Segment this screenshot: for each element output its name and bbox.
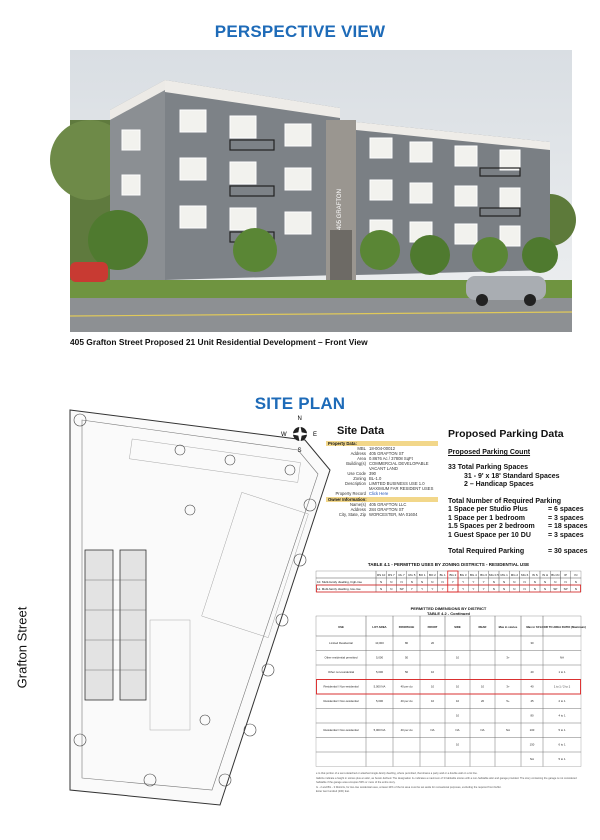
table-4-2-text: 10 bbox=[455, 655, 460, 660]
required-parking-row bbox=[448, 506, 598, 515]
property-value: LIMITED BUSINESS USE 1.0 MAXIMUM FAR RESIDENT USES bbox=[369, 481, 434, 491]
table-4-2-cell bbox=[316, 752, 366, 767]
table-4-2-header-text: REAR bbox=[478, 625, 487, 629]
table-4-1-text: BG 6 bbox=[480, 573, 488, 577]
table-4-2-cell bbox=[393, 709, 420, 724]
required-parking-value: = 6 spaces bbox=[548, 506, 584, 513]
property-value: 18-004-00012 bbox=[369, 446, 396, 451]
table-4-2-text: 5,000 bbox=[376, 699, 383, 703]
table-4-2-text: 10 bbox=[455, 684, 460, 689]
property-key: MBL bbox=[357, 446, 366, 451]
table-4-1-text: N bbox=[390, 587, 393, 591]
table-4-2-text: Residential / Non-residential bbox=[323, 699, 359, 703]
street-label-text: Grafton Street bbox=[14, 606, 30, 689]
table-4-1-text: Y bbox=[462, 587, 465, 591]
table-4-2-text: NA bbox=[506, 728, 510, 732]
property-row bbox=[326, 491, 438, 496]
parking-count-line: 31 - 9' x 18' Standard Spaces bbox=[464, 472, 560, 480]
table-4-1-text: Y bbox=[482, 580, 485, 584]
table-notes bbox=[316, 772, 581, 795]
table-4-1-text: N bbox=[492, 587, 495, 591]
owner-key: Name(s) bbox=[349, 502, 366, 507]
table-4-1-text: MG 6 bbox=[520, 573, 529, 577]
parking-title: Proposed Parking Data bbox=[448, 428, 564, 440]
table-4-2-text: 10 bbox=[455, 742, 460, 747]
table-4-1-text: N bbox=[380, 587, 383, 591]
table-4-2-cell bbox=[543, 636, 581, 651]
table-note: e to that portion of a semi-detached or attached single-family dwelling, where permitted, that shares a party wall or a double wall on a lot line. bbox=[316, 772, 478, 775]
property-key: Zoning bbox=[353, 476, 366, 481]
table-4-2-text: 10 bbox=[455, 699, 460, 703]
required-parking-header: Total Number of Required Parking bbox=[448, 497, 562, 505]
table-4-1-text: N bbox=[554, 580, 557, 584]
table-4-2-text: NA bbox=[430, 728, 435, 732]
table-4-2-header-text: Max in stories bbox=[498, 625, 518, 629]
table-4-1-text: Y bbox=[441, 587, 444, 591]
table-4-1-text: N bbox=[513, 587, 516, 591]
table-4-1-text: BU-IN bbox=[551, 573, 560, 577]
owner-key: City, State, Zip bbox=[338, 512, 366, 517]
total-required-row bbox=[448, 548, 598, 557]
owner-value: WORCESTER, MA 01604 bbox=[369, 512, 418, 517]
property-value: 405 GRAFTON ST bbox=[369, 451, 405, 456]
table-4-2-text: 1 to 1 bbox=[558, 670, 566, 674]
table-4-2-cell bbox=[495, 636, 521, 651]
compass-n: N bbox=[297, 416, 302, 422]
table-4-2-text: 50 bbox=[404, 670, 409, 674]
table-4-1-text: N bbox=[503, 580, 506, 584]
table-4-2-cell bbox=[470, 738, 495, 753]
required-parking-label: 1 Space per Studio Plus bbox=[448, 506, 528, 513]
table-4-2-cell bbox=[393, 752, 420, 767]
building-illustration bbox=[70, 50, 572, 332]
table-4-1-text: IN bbox=[574, 573, 578, 577]
table-4-1-text: BG 3 bbox=[459, 573, 467, 577]
table-4-1-text: BL 1 bbox=[439, 573, 446, 577]
perspective-view-heading: PERSPECTIVE VIEW bbox=[214, 22, 386, 41]
compass-w: W bbox=[281, 432, 287, 438]
table-4-1-text: MG 2 bbox=[510, 573, 519, 577]
table-4-2-text: 10 bbox=[430, 699, 435, 703]
table-4-2-text: Limited Residential bbox=[329, 641, 353, 645]
table-4-1-text: Y bbox=[451, 587, 454, 591]
site-plan-svg bbox=[60, 410, 340, 810]
table-4-1-text: N bbox=[441, 580, 444, 584]
owner-info-header: Owner Information: bbox=[326, 497, 438, 502]
table-4-1-text: N bbox=[410, 580, 413, 584]
table-4-2-text: Residential / Non-residential bbox=[323, 684, 359, 689]
table-4-2-header-text: USE bbox=[338, 625, 344, 629]
property-key: Building(s) bbox=[346, 461, 366, 466]
table-4-1-text: IN S bbox=[531, 573, 538, 577]
table-4-1-text: IP bbox=[564, 573, 568, 577]
table-4-2-cell bbox=[366, 752, 393, 767]
required-parking-value: = 3 spaces bbox=[548, 514, 584, 522]
table-4-2-text: 40 bbox=[530, 684, 534, 689]
table-4-2-header-text: Max in ft bbox=[526, 625, 538, 629]
table-4-1-text: Y bbox=[472, 587, 475, 591]
table-4-2-text: 80 bbox=[404, 641, 409, 645]
table-4-1-text: SP bbox=[399, 587, 404, 591]
table-4-1-text: N bbox=[574, 587, 577, 591]
table-4-2-text: 40 per du bbox=[400, 728, 413, 732]
property-value: COMMERCIAL DEVELOPABLE VACANT LAND bbox=[369, 461, 429, 471]
table-4-2 bbox=[316, 606, 586, 776]
total-required-value: = 30 spaces bbox=[548, 548, 588, 555]
required-parking-label: 1.5 Spaces per 2 bedroom bbox=[448, 523, 535, 530]
table-4-2-text: 5,000 bbox=[376, 655, 383, 660]
table-4-2-text: 30 bbox=[530, 641, 534, 645]
table-4-2-text: 40 per du bbox=[400, 684, 413, 689]
table-4-2-text: 150 bbox=[529, 742, 535, 747]
table-4-2-cell bbox=[521, 651, 543, 666]
table-note: Italicize indicate a height in stories plus an attic, as herein defined. The designation 3+ indicates a maximum of 3 habitable stories with a non-habitable attic and garage provided. The story containing the garage is not considered habitable if the garage area occupies 50% or more of the entire story. bbox=[316, 776, 577, 784]
north-arrow bbox=[280, 412, 320, 452]
required-parking-row bbox=[448, 523, 598, 532]
table-4-2-text: 5+ bbox=[506, 699, 510, 703]
property-row bbox=[326, 461, 438, 471]
table-4-2-cell bbox=[366, 709, 393, 724]
table-4-1-text: Y bbox=[482, 587, 485, 591]
table-4-1-text: N bbox=[513, 580, 516, 584]
site-plan-drawing bbox=[60, 410, 340, 810]
required-parking-value: = 3 spaces bbox=[548, 531, 584, 539]
table-4-2-text: 6 to 1 bbox=[558, 742, 566, 747]
table-4-1-text: N bbox=[431, 580, 434, 584]
table-4-1-text: Y bbox=[421, 587, 424, 591]
table-4-2-cell bbox=[445, 636, 470, 651]
table-4-2-text: 5,000 NA bbox=[373, 728, 386, 732]
table-4-2-text: 5 to 1 bbox=[558, 728, 566, 732]
rendering-caption: 405 Grafton Street Proposed 21 Unit Residential Development – Front View bbox=[70, 337, 368, 347]
table-4-2-cell bbox=[495, 738, 521, 753]
table-4-1-text: BO 1 bbox=[418, 573, 426, 577]
table-4-2-cell bbox=[470, 636, 495, 651]
table-4-2-text: 45 bbox=[530, 699, 534, 703]
table-4-1-text: Y bbox=[462, 580, 465, 584]
table-4-1-text: Y bbox=[431, 587, 434, 591]
property-data-header: Property Data: bbox=[326, 441, 438, 446]
required-parking-row bbox=[448, 515, 598, 524]
owner-key: Address bbox=[350, 507, 366, 512]
table-note: Enter two hundred (200) feet. bbox=[316, 790, 350, 793]
table-4-2-text: 10 bbox=[480, 684, 485, 689]
table-4-2-text: 20 bbox=[430, 641, 435, 645]
table-4-2-cell bbox=[495, 709, 521, 724]
table-4-2-text: 10,000 bbox=[375, 641, 384, 645]
table-4-2-text: NA bbox=[480, 728, 485, 732]
table-4-1-text: N bbox=[492, 580, 495, 584]
table-4-1-text: 10. Multi-family dwelling, high-rise bbox=[317, 580, 363, 584]
table-4-2-cell bbox=[470, 651, 495, 666]
parking-count-header: Proposed Parking Count bbox=[448, 449, 531, 456]
table-4-2-cell bbox=[420, 651, 445, 666]
table-4-1-text: 11. Multi-family dwelling, low-rise bbox=[317, 587, 361, 591]
table-4-2-text: 3+ bbox=[506, 655, 510, 660]
table-4-1-text: N bbox=[523, 587, 526, 591]
table-4-2-text: 40 bbox=[530, 670, 534, 674]
parking-data bbox=[448, 428, 598, 557]
table-4-2-text: 40 per du bbox=[400, 699, 413, 703]
table-4-2-text: 10 bbox=[430, 684, 435, 689]
table-4-2-header-text: LOT AREA bbox=[372, 625, 387, 629]
table-4-2-cell bbox=[366, 738, 393, 753]
table-4-2-text: 100 bbox=[529, 728, 535, 732]
table-4-1-title: TABLE 4.1 - PERMITTED USES BY ZONING DISTRICTS - RESIDENTIAL USE bbox=[367, 562, 530, 567]
table-4-1-text: N bbox=[380, 580, 383, 584]
table-4-2-title: TABLE 4.2 - Continued bbox=[426, 611, 471, 616]
table-4-2-cell bbox=[445, 752, 470, 767]
table-4-1-text: RL 7 bbox=[398, 573, 405, 577]
table-4-2-cell bbox=[495, 665, 521, 680]
table-4-2-text: 5,000 NA bbox=[373, 684, 386, 689]
table-4-2-cell bbox=[470, 752, 495, 767]
table-4-1-text: RS 7 bbox=[388, 573, 395, 577]
table-4-2-text: 10 bbox=[455, 713, 460, 718]
table-4-1-text: RG 5 bbox=[408, 573, 416, 577]
table-4-2-heading: PERMITTED DIMENSIONS BY DISTRICT bbox=[410, 606, 487, 611]
table-4-2-text: Residential / Non-residential bbox=[323, 728, 359, 732]
table-4-2-grid bbox=[316, 616, 586, 771]
compass-icon bbox=[280, 412, 320, 452]
table-4-2-text: 4 to 1 bbox=[558, 713, 566, 718]
compass-s: S bbox=[297, 448, 302, 454]
table-4-1-text: MG 0.5 bbox=[488, 573, 499, 577]
site-data-title: Site Data bbox=[337, 425, 385, 437]
table-4-2-cell bbox=[316, 738, 366, 753]
table-4-2-text: Other non-residential bbox=[327, 670, 355, 674]
table-4-1-text: MG 1 bbox=[500, 573, 508, 577]
table-4-1-text: N bbox=[544, 580, 547, 584]
property-key: Area bbox=[357, 456, 366, 461]
table-4-2-text: 5,000 bbox=[376, 670, 383, 674]
site-data-table bbox=[326, 440, 438, 517]
table-4-2-header-text: FRONTAGE bbox=[398, 625, 415, 629]
parking-count-line: 2 – Handicap Spaces bbox=[464, 481, 534, 488]
building-rendering bbox=[70, 50, 572, 332]
table-4-2-text: 50 bbox=[404, 655, 409, 660]
table-4-1-text: SP bbox=[553, 587, 558, 591]
table-4-2-text: 10 bbox=[430, 670, 435, 674]
table-4-1-text: SP bbox=[563, 587, 568, 591]
property-value: 390 bbox=[369, 471, 376, 476]
table-4-2-header-text: FRONT bbox=[427, 625, 438, 629]
table-4-2-text: 3+ bbox=[506, 684, 510, 689]
table-4-1-text: Y bbox=[410, 587, 413, 591]
table-4-1-text: N bbox=[533, 580, 536, 584]
table-4-1-text: N bbox=[421, 580, 424, 584]
property-value: 0.8676 Ac / 37808 SqFt bbox=[369, 456, 413, 461]
table-4-2-text: NA bbox=[560, 655, 564, 660]
table-4-1-text: N bbox=[390, 580, 393, 584]
table-4-1-text: N bbox=[523, 580, 526, 584]
table-4-1-cell bbox=[316, 571, 376, 578]
required-parking-row bbox=[448, 532, 598, 541]
table-4-1-text: N bbox=[564, 580, 567, 584]
table-4-2-cell bbox=[420, 738, 445, 753]
table-4-2-cell bbox=[470, 665, 495, 680]
table-4-1-text: N bbox=[574, 580, 577, 584]
owner-row bbox=[326, 512, 438, 517]
table-4-2-cell bbox=[316, 709, 366, 724]
property-record-link[interactable]: Click Here bbox=[369, 491, 389, 496]
table-4-1-text: N bbox=[503, 587, 506, 591]
required-parking-label: 1 Space per 1 bedroom bbox=[448, 514, 526, 522]
table-4-2-header-text: FLOOR TO AREA RATIO (Maximum) bbox=[538, 625, 586, 629]
table-4-1-text: BO 2 bbox=[428, 573, 436, 577]
table-4-2-text: 5 to 1 bbox=[558, 757, 566, 761]
building-sign: 405 GRAFTON bbox=[337, 189, 343, 230]
table-4-1-text: N bbox=[544, 587, 547, 591]
table-4-2-text: 20 bbox=[480, 699, 485, 703]
required-parking-label: 1 Guest Space per 10 DU bbox=[448, 531, 531, 539]
table-4-1-grid bbox=[316, 569, 581, 599]
table-4-2-cell bbox=[470, 709, 495, 724]
table-note: G - 2 and BG - 3 Districts, for low-rise residential uses, at least 10% of the lot area must be set aside for recreational purposes, excluding the required front buffer. bbox=[316, 785, 502, 789]
required-parking-value: = 18 spaces bbox=[548, 523, 588, 530]
table-4-2-text: NA bbox=[530, 757, 534, 761]
table-4-1-text: N bbox=[400, 580, 403, 584]
table-4-2-text: Other residential permitted bbox=[324, 655, 358, 660]
table-4-1-text: BG 4 bbox=[469, 573, 477, 577]
table-4-2-text: 80 bbox=[530, 713, 534, 718]
total-required-label: Total Required Parking bbox=[448, 548, 525, 555]
table-4-2-cell bbox=[420, 709, 445, 724]
table-4-2-text: 2 to 1 bbox=[558, 699, 566, 703]
property-key: Property Record bbox=[335, 491, 366, 496]
property-row bbox=[326, 481, 438, 491]
table-4-2-header-text: SIDE bbox=[454, 625, 461, 629]
table-4-1 bbox=[316, 562, 581, 604]
table-4-2-cell bbox=[393, 738, 420, 753]
table-4-2-cell bbox=[420, 752, 445, 767]
table-4-2-text: NA bbox=[455, 728, 460, 732]
table-4-1-text: RS 10 bbox=[376, 573, 386, 577]
site-plan-heading: SITE PLAN bbox=[254, 394, 346, 413]
property-key: Use Code bbox=[347, 471, 366, 476]
table-4-2-cell bbox=[445, 665, 470, 680]
table-4-1-text: Y bbox=[451, 580, 454, 584]
property-key: Description bbox=[345, 481, 366, 486]
owner-value: 405 GRAFTON LLC bbox=[369, 502, 407, 507]
owner-value: 284 GRAFTON ST bbox=[369, 507, 405, 512]
property-key: Address bbox=[350, 451, 366, 456]
table-4-2-text: 1 to 1 / 2 to 1 bbox=[553, 684, 571, 689]
property-value: BL-1.0 bbox=[369, 476, 382, 481]
parking-count-line: 33 Total Parking Spaces bbox=[448, 464, 529, 471]
street-label bbox=[2, 590, 42, 710]
compass-e: E bbox=[313, 432, 318, 438]
table-4-1-text: BG 2 bbox=[449, 573, 457, 577]
table-4-1-text: N bbox=[533, 587, 536, 591]
table-4-1-text: Y bbox=[472, 580, 475, 584]
table-4-1-text: IN H bbox=[542, 573, 549, 577]
table-4-2-cell bbox=[495, 752, 521, 767]
